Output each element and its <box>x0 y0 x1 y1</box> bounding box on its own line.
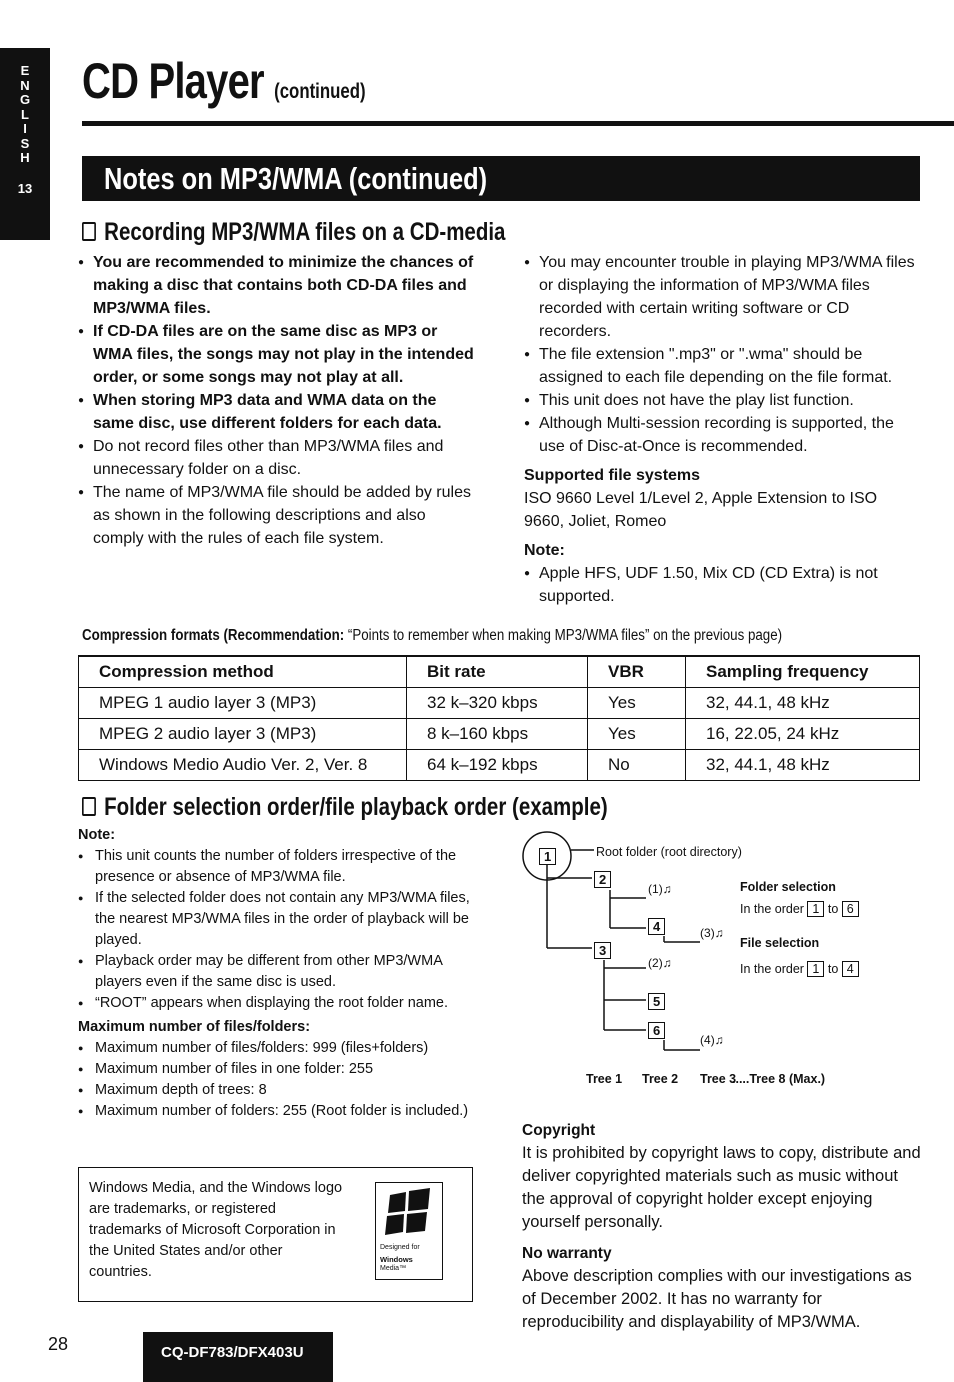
recording-right-column <box>524 251 921 608</box>
list-item: ● If the selected folder does not contain any MP3/WMA files, the nearest MP3/WMA files in the order of playback will be played. <box>78 888 476 951</box>
list-item: ● When storing MP3 data and WMA data on the same disc, use different folders for each data. <box>78 389 476 435</box>
file-mark-label: (3)♫ <box>700 926 724 940</box>
list-item: ● The name of MP3/WMA file should be added by rules as shown in the following descriptions and also comply with the rules of each file system. <box>78 481 476 550</box>
supported-systems-label: Supported file systems <box>524 467 701 484</box>
logo-line: Designed for <box>380 1244 420 1251</box>
lang-letter: I <box>23 121 27 136</box>
windows-flag-icon <box>376 1183 442 1243</box>
list-item: ● This unit counts the number of folders irrespective of the presence or absence of MP3/WMA file. <box>78 846 476 888</box>
file-mark: 2 <box>652 956 659 970</box>
windows-media-logo <box>375 1182 443 1280</box>
copyright-block <box>522 1119 922 1334</box>
lang-letter: G <box>19 92 31 107</box>
tree-label: Tree 1 <box>586 1072 623 1086</box>
tree-label: Tree 2 <box>642 1072 679 1086</box>
list-item: ● Maximum number of files in one folder: 255 <box>78 1059 476 1080</box>
lang-letter: L <box>21 106 29 122</box>
table-header: Sampling frequency <box>686 656 920 687</box>
table-cell: MPEG 2 audio layer 3 (MP3) <box>79 718 407 749</box>
warranty-text: Above description complies with our investigations as of December 2002. It has no warranty for reproducibility and displayability of MP3/WMA. <box>522 1267 912 1331</box>
folder-label: 1 <box>539 848 556 865</box>
supported-systems-text: ISO 9660 Level 1/Level 2, Apple Extension to ISO 9660, Joliet, Romeo <box>524 490 878 530</box>
table-cell: No <box>588 749 686 780</box>
note-label: Note: <box>78 827 116 843</box>
copyright-text: It is prohibited by copyright laws to copy, distribute and deliver copyrighted materials such as music without the approval of copyright holder except enjoying yourself personally. <box>522 1144 921 1231</box>
list-item: ● “ROOT” appears when displaying the root folder name. <box>78 993 476 1014</box>
table-header: Bit rate <box>407 656 588 687</box>
compression-label: Compression formats (Recommendation: <box>82 627 345 644</box>
table-cell: MPEG 1 audio layer 3 (MP3) <box>79 687 407 718</box>
table-cell: Yes <box>588 718 686 749</box>
title-main: CD Player <box>82 53 264 109</box>
recording-left-column <box>78 251 476 550</box>
compression-text: “Points to remember when making MP3/WMA files” on the previous page) <box>344 627 783 644</box>
list-item: ● The file extension ".mp3" or ".wma" should be assigned to each file depending on the file format. <box>524 343 921 389</box>
recording-heading <box>82 218 505 247</box>
lang-letter: S <box>20 135 30 151</box>
folder-selection-label: Folder selection <box>740 880 836 894</box>
table-header-row <box>79 656 920 687</box>
lang-letter: H <box>20 150 30 165</box>
list-item: ● Do not record files other than MP3/WMA files and unnecessary folder on a disc. <box>78 435 476 481</box>
file-mark-label: (1)♫ <box>648 882 672 896</box>
list-item: ● Apple HFS, UDF 1.50, Mix CD (CD Extra) is not supported. <box>524 562 921 608</box>
file-mark: 1 <box>652 882 659 896</box>
file-selection-order <box>740 962 859 976</box>
folder-order-text: In the order <box>740 902 804 916</box>
table-cell: 64 k–192 kbps <box>407 749 588 780</box>
folder-label: 5 <box>648 993 665 1010</box>
folder-order-heading-text: Folder selection order/file playback order (example) <box>104 793 608 821</box>
title-divider <box>82 121 954 126</box>
note-label: Note: <box>524 542 565 559</box>
table-cell: 32, 44.1, 48 kHz <box>686 687 920 718</box>
file-mark: 3 <box>704 926 711 940</box>
banner-text: Notes on MP3/WMA (continued) <box>104 161 488 196</box>
list-item: ● Playback order may be different from other MP3/WMA players even if the same disc is used. <box>78 951 476 993</box>
file-order-text: In the order <box>740 962 804 976</box>
list-item: ● You are recommended to minimize the chances of making a disc that contains both CD-DA files and MP3/WMA files. <box>78 251 476 320</box>
file-mark-label: (4)♫ <box>700 1033 724 1047</box>
folder-tree-diagram <box>520 828 920 1098</box>
title-sub: (continued) <box>274 80 366 103</box>
table-row <box>79 749 920 780</box>
tree-lines <box>520 828 920 1098</box>
folder-order-heading <box>82 793 608 822</box>
tree-label: Tree 3 <box>700 1072 737 1086</box>
table-cell: 8 k–160 kbps <box>407 718 588 749</box>
trademark-box <box>78 1167 473 1302</box>
tree-label: .....Tree 8 (Max.) <box>732 1072 826 1086</box>
folder-selection-order <box>740 902 859 916</box>
list-item: ● Maximum number of folders: 255 (Root folder is included.) <box>78 1101 476 1122</box>
model-number-tab: CQ-DF783/DFX403U <box>143 1332 333 1382</box>
table-cell: 32, 44.1, 48 kHz <box>686 749 920 780</box>
list-item: ● Maximum depth of trees: 8 <box>78 1080 476 1101</box>
logo-line: Media™ <box>380 1265 407 1272</box>
file-mark: 4 <box>704 1033 711 1047</box>
compression-table <box>78 655 920 781</box>
file-selection-label: File selection <box>740 936 820 950</box>
file-from: 1 <box>807 961 824 977</box>
folder-label: 2 <box>594 871 611 888</box>
root-folder-label: Root folder (root directory) <box>596 845 742 859</box>
table-header: Compression method <box>79 656 407 687</box>
list-item: ● If CD-DA files are on the same disc as MP3 or WMA files, the songs may not play in the intended order, or some songs may not play at all. <box>78 320 476 389</box>
page-number: 28 <box>48 1334 69 1354</box>
section-page-number: 13 <box>17 180 33 196</box>
max-files-label: Maximum number of files/folders: <box>78 1019 311 1035</box>
heading-box-icon <box>82 222 96 241</box>
lang-letter: N <box>20 77 30 93</box>
list-item: ● You may encounter trouble in playing MP3/WMA files or displaying the information of MP3/WMA files recorded with certain writing software or CD recorders. <box>524 251 921 343</box>
table-row <box>79 718 920 749</box>
trademark-text: Windows Media, and the Windows logo are trademarks, or registered trademarks of Microsoft Corporation in the United States and/or other countries. <box>89 1180 343 1280</box>
language-tab <box>0 48 50 240</box>
file-mark-label: (2)♫ <box>648 956 672 970</box>
recording-heading-text: Recording MP3/WMA files on a CD-media <box>104 218 506 246</box>
table-cell: 16, 22.05, 24 kHz <box>686 718 920 749</box>
file-to: 4 <box>842 961 859 977</box>
table-cell: Yes <box>588 687 686 718</box>
section-banner <box>82 156 920 201</box>
folder-label: 6 <box>648 1022 665 1039</box>
copyright-label: Copyright <box>522 1122 596 1139</box>
table-cell: Windows Medio Audio Ver. 2, Ver. 8 <box>79 749 407 780</box>
compression-formats-line <box>82 627 782 645</box>
table-cell: 32 k–320 kbps <box>407 687 588 718</box>
table-header: VBR <box>588 656 686 687</box>
folder-to: 6 <box>842 901 859 917</box>
list-item: ● Although Multi-session recording is supported, the use of Disc-at-Once is recommended. <box>524 412 921 458</box>
folder-label: 4 <box>648 918 665 935</box>
list-item: ● Maximum number of files/folders: 999 (files+folders) <box>78 1038 476 1059</box>
to-text: to <box>827 962 839 976</box>
folder-from: 1 <box>807 901 824 917</box>
folder-label: 3 <box>594 942 611 959</box>
list-item: ● This unit does not have the play list function. <box>524 389 921 412</box>
heading-box-icon <box>82 797 96 816</box>
page-title <box>82 52 366 110</box>
to-text: to <box>827 902 839 916</box>
logo-line: Windows <box>380 1255 413 1264</box>
lang-letter: E <box>20 63 30 78</box>
folder-notes-column <box>78 825 476 1122</box>
table-row <box>79 687 920 718</box>
warranty-label: No warranty <box>522 1245 612 1262</box>
